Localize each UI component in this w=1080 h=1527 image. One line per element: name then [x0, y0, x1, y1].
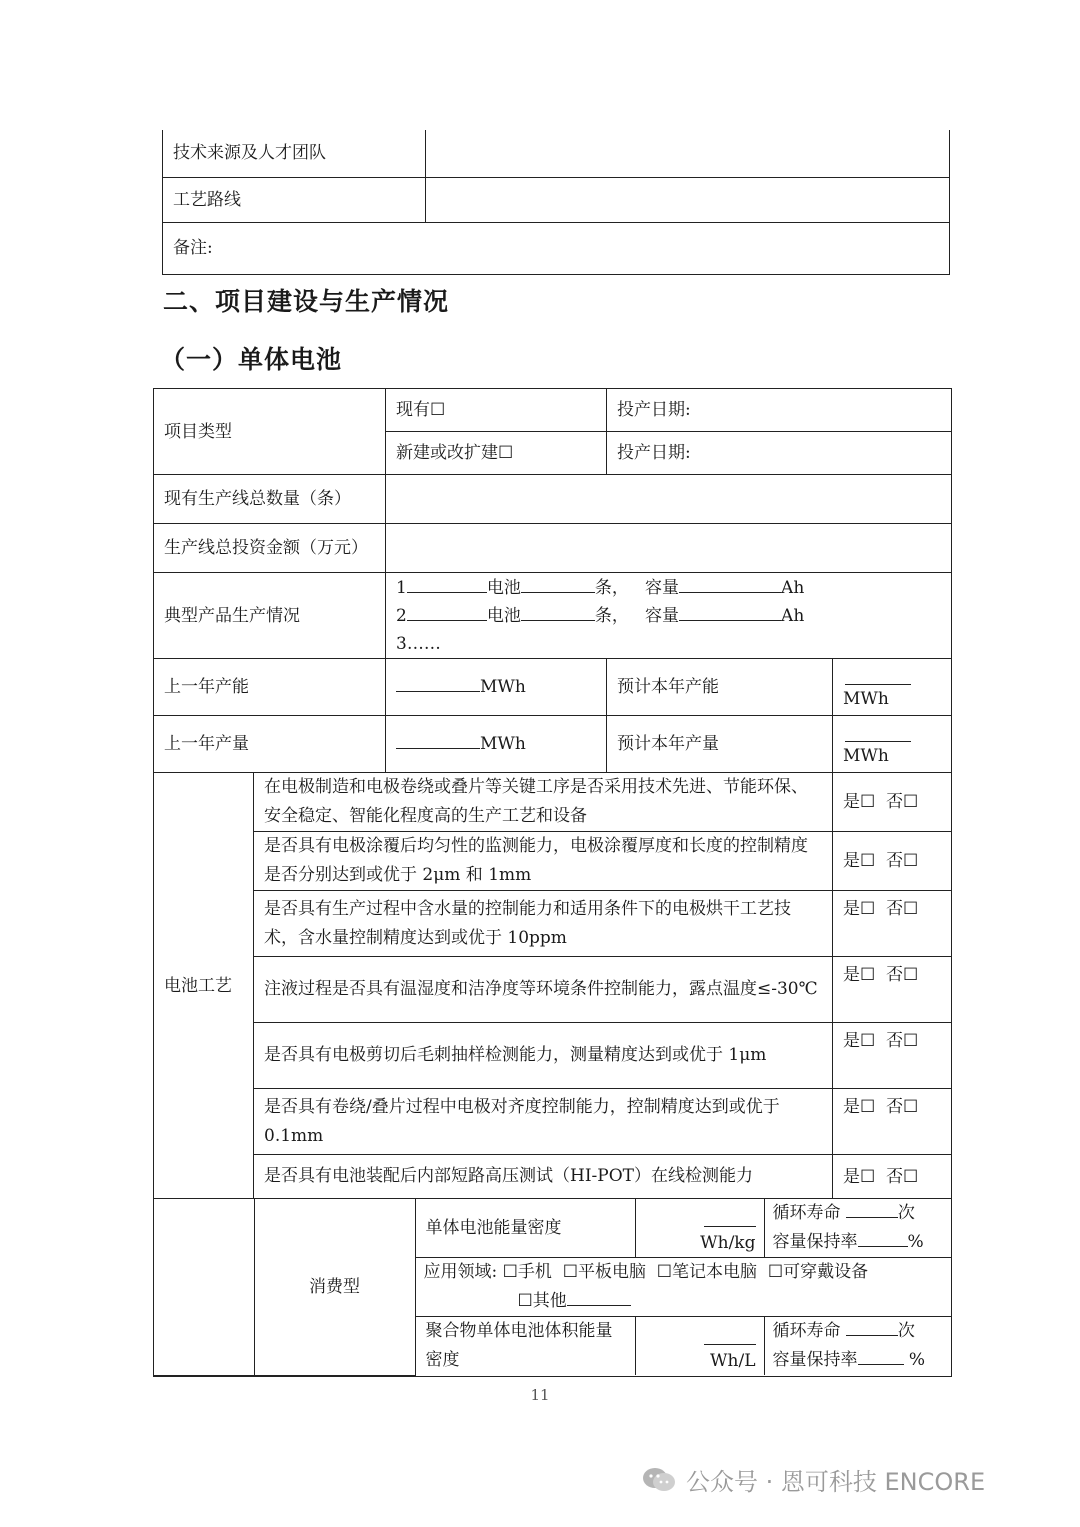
investment-value[interactable]: [386, 524, 952, 573]
app-tablet[interactable]: ☐平板电脑: [562, 1262, 646, 1282]
app-phone[interactable]: ☐手机: [502, 1262, 552, 1282]
top-info-table: [162, 130, 950, 275]
typical-values: [386, 573, 952, 659]
new-checkbox[interactable]: 新建或改扩建☐: [386, 432, 607, 475]
consumer-block: [154, 1199, 952, 1377]
application-cell: [415, 1258, 951, 1317]
process-choice-7: 是☐ 否☐: [833, 1155, 952, 1199]
blank-line[interactable]: [704, 1344, 756, 1345]
blank-line[interactable]: [396, 673, 480, 692]
blank-line[interactable]: [845, 741, 911, 742]
cycle-retention-2: 循环寿命 次 容量保持率 %: [764, 1317, 951, 1376]
process-item-6: 是否具有卷绕/叠片过程中电极对齐度控制能力，控制精度达到或优于 0.1mm: [254, 1089, 833, 1155]
process-route-label: 工艺路线: [163, 177, 426, 222]
cycle-retention-1: 循环寿命 次 容量保持率 %: [764, 1199, 951, 1258]
blank-line[interactable]: [846, 1199, 898, 1218]
tech-source-value: [426, 130, 950, 177]
existing-checkbox[interactable]: 现有☐: [386, 389, 607, 432]
watermark-text: 公众号 · 恩可科技 ENCORE: [686, 1468, 986, 1496]
process-item-7: 是否具有电池装配后内部短路高压测试（HI-POT）在线检测能力: [254, 1155, 833, 1199]
lines-count-value[interactable]: [386, 475, 952, 524]
project-type-label: 项目类型: [154, 389, 386, 475]
polymer-density-value: Wh/L: [635, 1317, 764, 1376]
typical-row: 1 电池 条， 容量 Ah: [396, 574, 941, 602]
wechat-icon: [642, 1467, 676, 1493]
forecast-capacity-label: 预计本年产能: [607, 659, 833, 716]
last-year-capacity-value: MWh: [386, 659, 607, 716]
subsection-title: （一）单体电池: [160, 345, 343, 374]
process-item-2: 是否具有电极涂覆后均匀性的监测能力，电极涂覆厚度和长度的控制精度是否分别达到或优于 2μm 和 1mm: [254, 832, 833, 891]
process-choice-4: 是☐ 否☐: [833, 957, 952, 1023]
remark-cell: 备注:: [163, 222, 950, 274]
tech-source-label: 技术来源及人才团队: [163, 130, 426, 177]
existing-date: 投产日期:: [607, 389, 952, 432]
blank-line[interactable]: [858, 1228, 908, 1247]
typical-label: 典型产品生产情况: [154, 573, 386, 659]
process-item-5: 是否具有电极剪切后毛刺抽样检测能力，测量精度达到或优于 1μm: [254, 1023, 833, 1089]
energy-density-label: 单体电池能量密度: [415, 1199, 635, 1258]
process-label: 电池工艺: [154, 773, 254, 1199]
lines-count-label: 现有生产线总数量（条）: [154, 475, 386, 524]
blank-line[interactable]: [845, 684, 911, 685]
polymer-density-label: 聚合物单体电池体积能量密度: [415, 1317, 635, 1376]
blank-line[interactable]: [858, 1346, 904, 1365]
blank-line[interactable]: [704, 1226, 756, 1227]
blank-line[interactable]: [407, 602, 487, 621]
blank-line[interactable]: [407, 574, 487, 593]
blank-line[interactable]: [396, 730, 480, 749]
battery-table: [153, 388, 952, 1377]
blank-line[interactable]: [521, 574, 595, 593]
app-other[interactable]: ☐其他: [517, 1291, 567, 1311]
blank-line[interactable]: [567, 1287, 631, 1306]
new-date: 投产日期:: [607, 432, 952, 475]
process-choice-1: 是☐ 否☐: [833, 773, 952, 832]
typical-row: 2 电池 条， 容量 Ah: [396, 602, 941, 630]
watermark: [642, 1462, 985, 1497]
process-item-4: 注液过程是否具有温湿度和洁净度等环境条件控制能力，露点温度≤-30℃: [254, 957, 833, 1023]
last-year-output-label: 上一年产量: [154, 716, 386, 773]
blank-line[interactable]: [521, 602, 595, 621]
blank-line[interactable]: [679, 574, 781, 593]
process-choice-5: 是☐ 否☐: [833, 1023, 952, 1089]
investment-label: 生产线总投资金额（万元）: [154, 524, 386, 573]
consumer-table: [154, 1199, 951, 1376]
last-year-capacity-label: 上一年产能: [154, 659, 386, 716]
process-choice-3: 是☐ 否☐: [833, 891, 952, 957]
process-choice-6: 是☐ 否☐: [833, 1089, 952, 1155]
process-choice-2: 是☐ 否☐: [833, 832, 952, 891]
process-route-value: [426, 177, 950, 222]
blank-line[interactable]: [679, 602, 781, 621]
consumer-label: 消费型: [254, 1199, 415, 1375]
typical-more: 3……: [396, 633, 441, 654]
process-item-3: 是否具有生产过程中含水量的控制能力和适用条件下的电极烘干工艺技术，含水量控制精度达到或优于 10ppm: [254, 891, 833, 957]
last-year-output-value: MWh: [386, 716, 607, 773]
forecast-output-value: MWh: [833, 716, 952, 773]
page-number: 11: [530, 1386, 550, 1404]
app-laptop[interactable]: ☐笔记本电脑: [656, 1262, 758, 1282]
forecast-capacity-value: MWh: [833, 659, 952, 716]
application-label: 应用领域:: [423, 1262, 498, 1282]
consumer-blank: [154, 1199, 254, 1375]
energy-density-value: Wh/kg: [635, 1199, 764, 1258]
section-title: 二、项目建设与生产情况: [163, 287, 450, 316]
process-item-1: 在电极制造和电极卷绕或叠片等关键工序是否采用技术先进、节能环保、安全稳定、智能化程度高的生产工艺和设备: [254, 773, 833, 832]
app-wearable[interactable]: ☐可穿戴设备: [767, 1262, 869, 1282]
forecast-output-label: 预计本年产量: [607, 716, 833, 773]
blank-line[interactable]: [846, 1317, 898, 1336]
